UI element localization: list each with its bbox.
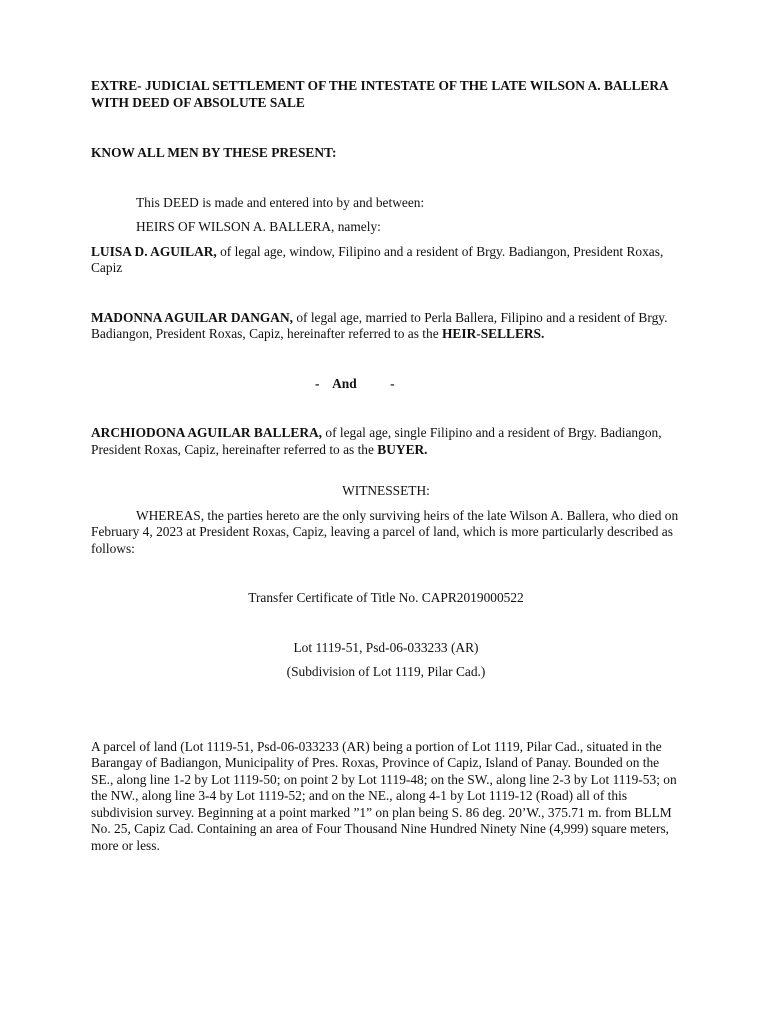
intro-deed-line: This DEED is made and entered into by and between: bbox=[136, 194, 425, 210]
party-archiodona-name: ARCHIODONA AGUILAR BALLERA, bbox=[91, 425, 323, 440]
know-all-men-heading: KNOW ALL MEN BY THESE PRESENT: bbox=[91, 145, 337, 160]
land-description-paragraph: A parcel of land (Lot 1119-51, Psd-06-033233 (AR) being a portion of Lot 1119, Pilar Cad., situated in the Barangay of Badiangon, Municipality of Pres. Roxas, Province of Capiz, Island of Panay. Bounded on the SE., along line 1-2 by Lot 1119-50; on point 2 by Lot 1119-48; on the SW., along line 2-3 by Lot 1119-53; on the NW., along line 3-4 by Lot 1119-52; and on the NE., along 4-1 by Lot 1119-12 (Road) all of this subdivision survey. Beginning at a point marked ”1” on plan being S. 86 deg. 20’W., 375.71 m. from BLLM No. 25, Capiz Cad. Containing an area of Four Thousand Nine Hundred Ninety Nine (4,999) square meters, more or less. bbox=[91, 738, 677, 853]
tct-line: Transfer Certificate of Title No. CAPR2019000522 bbox=[248, 590, 524, 605]
document-title: EXTRE- JUDICIAL SETTLEMENT OF THE INTESTATE OF THE LATE WILSON A. BALLERA WITH DEED OF ABSOLUTE SALE bbox=[91, 78, 668, 110]
party-luisa-text: of legal age, window, Filipino and a resident of Brgy. Badiangon, President Roxas, Capiz bbox=[91, 243, 664, 275]
whereas-paragraph: WHEREAS, the parties hereto are the only surviving heirs of the late Wilson A. Ballera, who died on February 4, 2023 at President Roxas, Capiz, leaving a parcel of land, which is more particularly described as follows: bbox=[91, 507, 679, 556]
party-madonna-paragraph bbox=[91, 310, 681, 343]
party-archiodona-paragraph bbox=[91, 425, 681, 458]
subdivision-line: (Subdivision of Lot 1119, Pilar Cad.) bbox=[286, 664, 486, 679]
document-page bbox=[91, 78, 681, 854]
lot-line: Lot 1119-51, Psd-06-033233 (AR) bbox=[293, 639, 479, 655]
party-archiodona-text: of legal age, single Filipino and a resident of Brgy. Badiangon, President Roxas, Capiz, hereinafter referred to as the bbox=[91, 425, 662, 457]
party-luisa-name: LUISA D. AGUILAR, bbox=[91, 243, 217, 259]
party-luisa-paragraph bbox=[91, 244, 681, 277]
party-madonna-text: of legal age, married to Perla Ballera, Filipino and a resident of Brgy. Badiangon, President Roxas, Capiz, hereinafter referred to as the bbox=[91, 309, 668, 341]
witnesseth-heading: WITNESSETH: bbox=[342, 483, 430, 498]
party-madonna-name: MADONNA AGUILAR DANGAN, bbox=[91, 309, 293, 325]
party-madonna-role: HEIR-SELLERS. bbox=[442, 326, 545, 341]
party-archiodona-role: BUYER. bbox=[377, 441, 428, 457]
intro-heirs-line: HEIRS OF WILSON A. BALLERA, namely: bbox=[136, 219, 381, 234]
and-separator: - And - bbox=[315, 375, 395, 391]
